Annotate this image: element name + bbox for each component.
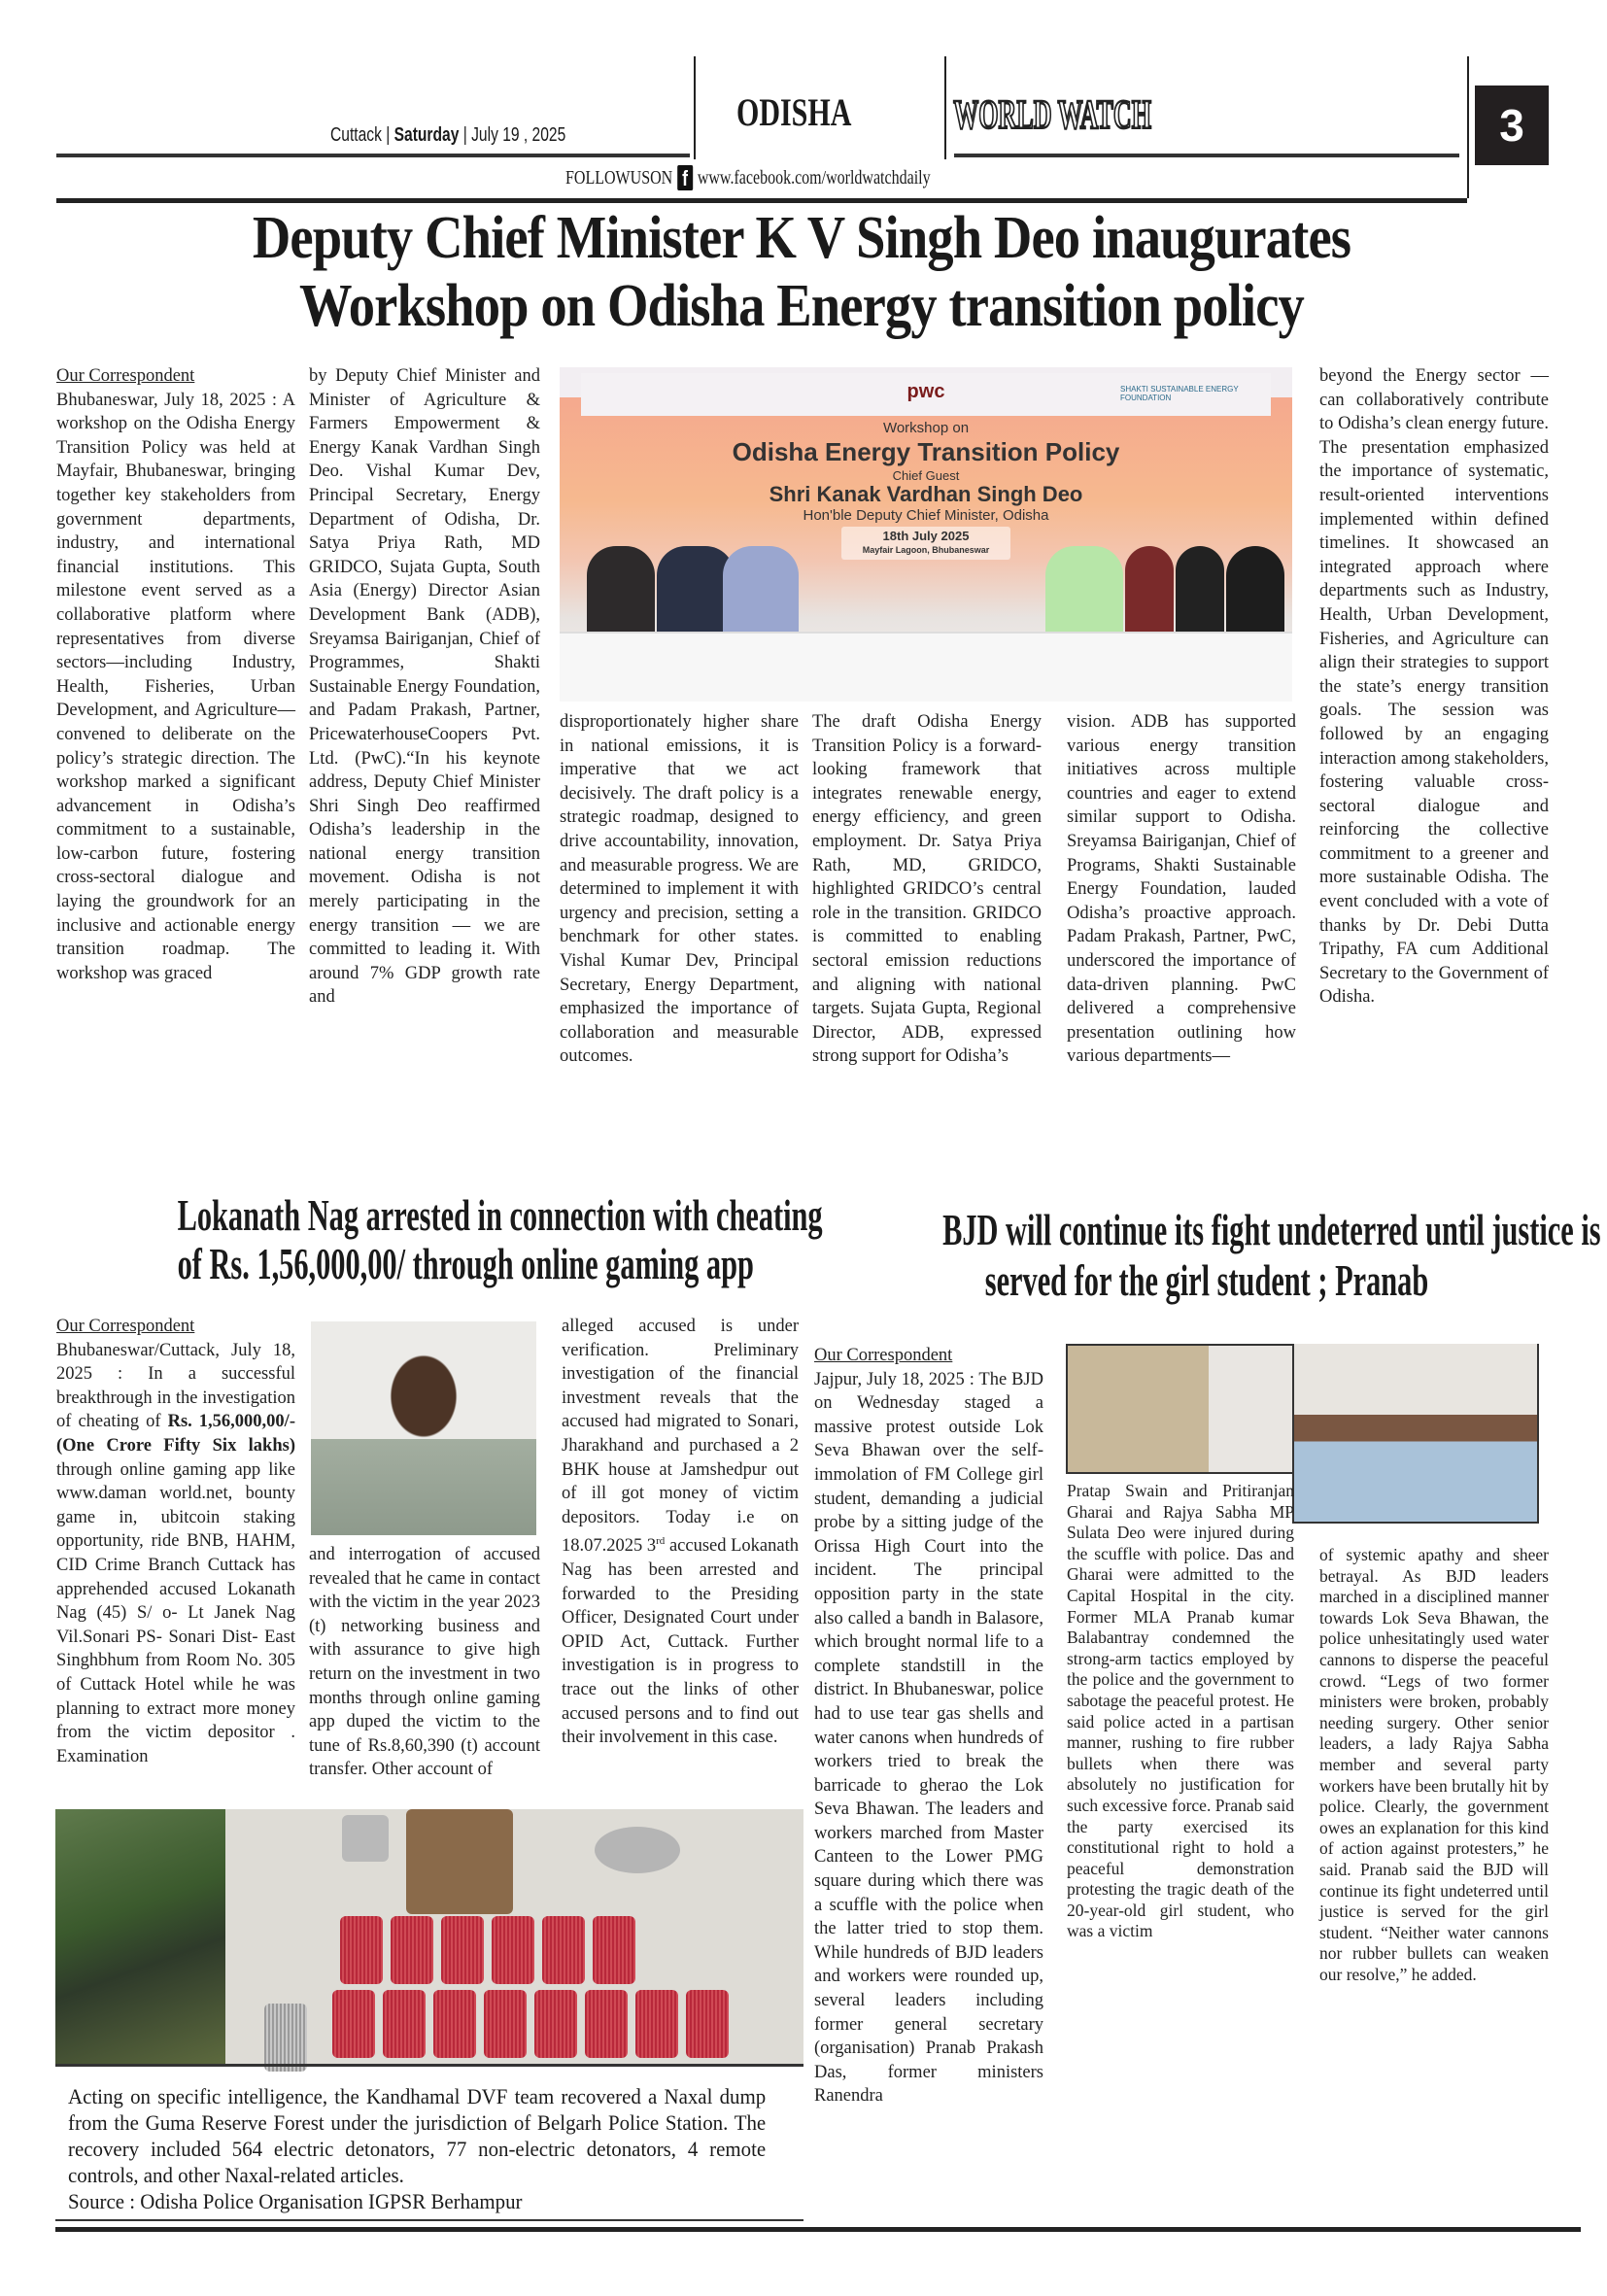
chair bbox=[1125, 546, 1174, 634]
lead-headline-line2: Workshop on Odisha Energy transition policy bbox=[299, 273, 1304, 339]
lead-column-1 bbox=[56, 364, 295, 985]
banner-title-small: Workshop on bbox=[882, 420, 970, 436]
lead-body-4: The draft Odisha Energy Transition Policy is a forward-looking framework that integrates renewable energy, energy efficiency, and green employment. Dr. Satya Priya Rath, MD, GRIDCO, highlighted GRIDCO’s central role in the transition. GRIDCO is committed to enabling sectoral emission reductions and aligning with national targets. Sujata Gupta, Regional Director, ADB, expressed strong support for Odisha’s bbox=[812, 712, 1042, 1067]
newspaper-logo bbox=[952, 86, 1151, 155]
caption-source: Source : Odisha Police Organisation IGPSR Berhampur bbox=[68, 2189, 523, 2213]
person-figure bbox=[1045, 546, 1123, 634]
detonator-bundle bbox=[635, 1990, 678, 2058]
detonator-bundle bbox=[391, 1916, 433, 1984]
bjd-column-2 bbox=[1067, 1481, 1294, 1942]
naxal-forest-photo bbox=[55, 1809, 225, 2064]
bjd-headline-line1: BJD will continue its fight undeterred until justice is bbox=[942, 1205, 1601, 1254]
bottom-rule bbox=[55, 2219, 804, 2221]
pwc-logo: pwc bbox=[906, 381, 945, 402]
bjd-headline bbox=[806, 1205, 1607, 1306]
masthead-rule bbox=[56, 154, 690, 157]
person-figure bbox=[1226, 546, 1284, 634]
arrest-column-2 bbox=[309, 1543, 540, 1782]
arrest-amount: Rs. 1,56,000,00/- (One Crore Fifty Six lakhs) bbox=[56, 1412, 295, 1456]
follow-us-line bbox=[565, 165, 931, 190]
non-electric-detonator-bundle bbox=[264, 2004, 307, 2072]
arrest-body-2: and interrogation of accused revealed that he came in contact with the victim in the year 2023 (t) networking business and with assurance to give high return on the investment in two months through online gaming app duped the victim to the tune of Rs.8,60,390 (t) account transfer. Other account of bbox=[309, 1545, 540, 1780]
detonator-bundle bbox=[492, 1916, 534, 1984]
dateline-place: Cuttack bbox=[330, 124, 382, 146]
arrest-body-1a: Bhubaneswar/Cuttack, July 18, 2025 : In a successful breakthrough in the investigation of cheating of bbox=[56, 1340, 295, 1432]
accused-photo bbox=[311, 1321, 536, 1535]
banner-guest-role: Hon'ble Deputy Chief Minister, Odisha bbox=[803, 507, 1049, 524]
lead-body-3: disproportionately higher share in national emissions, it is imperative that we act decisively. The draft policy is a strategic roadmap, designed to drive accountability, innovation, and measurable progress. We are determined to implement it with urgency and precision, setting a benchmark for other states. Vishal Kumar Dev, Principal Secretary, Energy Department, emphasized the importance of collaboration and measurable outcomes. bbox=[560, 712, 799, 1067]
arrest-body-1b: through online gaming app like www.daman world.net, bounty game in, ubitcoin staking opportunity, ride BNB, HAHM, CID Crime Branch Cuttack has apprehended accused Lokanath Nag (45) S/ o- Lt Janek Nag Vil.Sonari PS- Sonari Dist- East Singhbhum from Room No. 305 of Cuttack Hotel while he was planning to extract more money from the victim depositor . Examination bbox=[56, 1459, 295, 1766]
lead-body-2: by Deputy Chief Minister and Minister of Agriculture & Farmers Empowerment & Energy Kanak Vardhan Singh Deo. Vishal Kumar Dev, Principal Secretary, Energy Department of Odisha, Dr. Satya Priya Rath, MD GRIDCO, Sujata Gupta, South Asia (Energy) Director Asian Development Bank (ADB), Sreyamsa Bairiganjan, Chief of Programmes, Shakti Sustainable Energy Foundation, and Padam Prakash, Partner, PricewaterhouseCoopers Pvt. Ltd. (PwC).“In his keynote address, Deputy Chief Minister Shri Singh Deo reaffirmed Odisha’s leadership in the national energy transition movement. Odisha is not merely participating in the energy transition — we are committed to leading it. With around 7% GDP growth rate and bbox=[309, 366, 540, 1008]
lead-column-2 bbox=[309, 364, 540, 1010]
bjd-column-3 bbox=[1319, 1545, 1549, 1985]
detonator-bundle bbox=[534, 1990, 577, 2058]
byline: Our Correspondent bbox=[56, 366, 195, 386]
dateline-date: July 19 , 2025 bbox=[471, 124, 566, 146]
lead-body-6: beyond the Energy sector — can collaboratively contribute to Odisha’s clean energy future. The presentation emphasized the importance of systematic, result-oriented interventions implemented within defined timelines. It showcased an integrated approach where departments such as Industry, Health, Urban Development, Fisheries, and Agriculture can align their strategies to support the state’s energy transition goals. The session was followed by an engaging interaction among stakeholders, fostering valuable cross-sectoral dialogue and reinforcing the collective commitment to a greener and more sustainable Odisha. The event concluded with a vote of thanks by Dr. Debi Dutta Tripathy, FA cum Additional Secretary to the Government of Odisha. bbox=[1319, 366, 1549, 1008]
detonator-bundle bbox=[340, 1916, 383, 1984]
photo-border bbox=[55, 2064, 804, 2067]
bjd-body-1: Jajpur, July 18, 2025 : The BJD on Wednesday staged a massive protest outside Lok Seva Bhawan over the self-immolation of FM College girl student, demanding a judicial probe by a sitting judge of the Orissa High Court into the incident. The principal opposition party in the state also called a bandh in Balasore, which brought normal life to a complete standstill in the district. In Bhubaneswar, police had to use tear gas shells and water canons when hundreds of workers tried to break the barricade to gherao the Lok Seva Bhawan. The leaders and workers marched from Master Canteen to the Lower PMG square during which there was a scuffle with the police when the latter tried to stop them. While hundreds of BJD leaders and workers were rounded up, several leaders including former general secretary (organisation) Pranab Prakash Das, former ministers Ranendra bbox=[814, 1369, 1043, 2107]
banner-title: Odisha Energy Transition Policy bbox=[732, 437, 1120, 466]
arrest-column-3 bbox=[562, 1315, 799, 1750]
caption-text: Acting on specific intelligence, the Kandhamal DVF team recovered a Naxal dump from the Guma Reserve Forest under the jurisdiction of Belgarh Police Station. The recovery included 564 electric detonators, 77 non-electric detonators, 4 remote controls, and other Naxal-related articles. bbox=[68, 2084, 767, 2187]
byline: Our Correspondent bbox=[814, 1346, 953, 1365]
detonator-bundle bbox=[383, 1990, 426, 2058]
stage-table bbox=[560, 632, 1292, 702]
bjd-column-1 bbox=[814, 1344, 1043, 2108]
arrest-column-1 bbox=[56, 1315, 295, 1768]
detonator-bundle bbox=[332, 1990, 375, 2058]
drum bbox=[406, 1809, 513, 1914]
steel-pot bbox=[342, 1815, 389, 1862]
logo-text: WORLD WATCH bbox=[953, 91, 1151, 138]
workshop-photo bbox=[560, 367, 1292, 702]
detonator-bundle bbox=[585, 1990, 628, 2058]
detonator-bundle bbox=[542, 1916, 585, 1984]
masthead-rule bbox=[954, 154, 1459, 157]
lead-column-3 bbox=[560, 710, 799, 1069]
arrest-headline-line2: of Rs. 1,56,000,00/ through online gaming app bbox=[177, 1239, 754, 1288]
person-figure bbox=[723, 546, 799, 634]
bjd-body-3: of systemic apathy and sheer betrayal. As BJD leaders marched in a disciplined manner towards Lok Seva Bhawan, the police unhesitatingly used water cannons to disperse the peaceful crowd. “Legs of two former ministers were broken, probably needing surgery. Other senior leaders, a lady Rajya Sabha member and several party workers have been brutally hit by police. Clearly, the government owes an explanation for this kind of action against protesters,” he said. Pranab said the BJD will continue its fight undeterred until justice is served for the girl student. “Neither water cannons nor rubber bullets can weaken our resolve,” he added. bbox=[1319, 1545, 1549, 1984]
plate bbox=[595, 1827, 680, 1873]
detonator-bundle bbox=[441, 1916, 484, 1984]
arrest-headline bbox=[49, 1190, 823, 1288]
lead-headline-line1: Deputy Chief Minister K V Singh Deo inaugurates bbox=[252, 205, 1351, 271]
person-figure bbox=[1176, 546, 1224, 634]
lead-column-5 bbox=[1067, 710, 1296, 1069]
superscript: rd bbox=[656, 1535, 666, 1548]
dateline-day: Saturday bbox=[393, 124, 460, 146]
page-bottom-rule bbox=[55, 2227, 1581, 2232]
byline: Our Correspondent bbox=[56, 1317, 195, 1336]
masthead-divider bbox=[694, 56, 696, 159]
banner-guest: Shri Kanak Vardhan Singh Deo bbox=[769, 482, 1083, 506]
naxal-caption bbox=[68, 2083, 766, 2214]
banner-guest-label: Chief Guest bbox=[892, 468, 960, 483]
section-title: ODISHA bbox=[736, 90, 852, 134]
page-number-badge: 3 bbox=[1475, 86, 1549, 165]
banner-venue: Mayfair Lagoon, Bhubaneswar bbox=[862, 545, 990, 555]
banner-logos bbox=[581, 373, 1271, 416]
detonator-bundle bbox=[433, 1990, 476, 2058]
arrest-body-3b: accused Lokanath Nag has been arrested and forwarded to the Presiding Officer, Designated Court under OPID Act, Cuttack. Further investigation is in progress to trace out the links of other accused persons and to find out their involvement in this case. bbox=[562, 1536, 799, 1748]
naxal-seized-items-photo bbox=[225, 1809, 804, 2064]
arrest-body-3a: alleged accused is under verification. Preliminary investigation of the financial investment reveals that the accused had migrated to Sonari, Jharakhand and purchased a 2 BHK house at Jamshedpur out of ill got money of victim depositors. Today i.e on 18.07.2025 3 bbox=[562, 1317, 799, 1557]
lead-body-5: vision. ADB has supported various energy transition initiatives across multiple countries and eager to extend similar support to Odisha. Sreyamsa Bairiganjan, Chief of Programs, Shakti Sustainable Energy Foundation, lauded Odisha’s proactive approach. Padam Prakash, Partner, PwC, underscored the importance of data-driven planning. PwC delivered a comprehensive presentation outlining how various departments— bbox=[1067, 712, 1296, 1067]
detonator-bundle bbox=[686, 1990, 729, 2058]
masthead-dateline: Cuttack | Saturday | July 19 , 2025 bbox=[330, 124, 566, 146]
bjd-headline-line2: served for the girl student ; Pranab bbox=[984, 1255, 1429, 1305]
person-figure bbox=[587, 546, 655, 634]
facebook-icon[interactable]: f bbox=[677, 165, 693, 190]
hospital-photo-patient bbox=[1292, 1344, 1539, 1524]
lead-headline bbox=[49, 204, 1555, 340]
detonator-bundle bbox=[484, 1990, 527, 2058]
facebook-link[interactable]: www.facebook.com/worldwatchdaily bbox=[697, 166, 931, 188]
lead-column-6 bbox=[1319, 364, 1549, 1010]
detonator-bundle bbox=[593, 1916, 635, 1984]
bjd-body-2: Pratap Swain and Pritiranjan Gharai and Rajya Sabha MP Sulata Deo were injured during the scuffle with police. Das and Gharai were admitted to the Capital Hospital in the city. Former MLA Pranab kumar Balabantray condemned the strong-arm tactics employed by the police and the government to sabotage the peaceful protest. He said police acted in a partisan manner, rushing to fire rubber bullets when there was absolutely no justification for such excessive force. Pranab said the party exercised its constitutional right to hold a peaceful demonstration protesting the tragic death of the 20-year-old girl student, who was a victim bbox=[1067, 1481, 1294, 1941]
arrest-headline-line1: Lokanath Nag arrested in connection with cheating bbox=[177, 1190, 823, 1240]
lead-body-1: Bhubaneswar, July 18, 2025 : A workshop on the Odisha Energy Transition Policy was held at Mayfair, Bhubaneswar, bringing together key stakeholders from government departments, industry, and international financial institutions. This milestone event served as a collaborative platform where representatives from diverse sectors—including Industry, Health, Fisheries, Urban Development, and Agriculture—convened to deliberate on the policy’s strategic direction. The workshop marked a significant advancement in Odisha’s commitment to a sustainable, low-carbon future, fostering cross-sectoral dialogue and laying the groundwork for an inclusive and actionable energy transition roadmap. The workshop was graced bbox=[56, 390, 295, 983]
lead-column-4 bbox=[812, 710, 1042, 1069]
banner-date: 18th July 2025 bbox=[882, 529, 970, 543]
shakti-logo: SHAKTI SUSTAINABLE ENERGY FOUNDATION bbox=[1120, 385, 1239, 402]
follow-label: FOLLOWUSON bbox=[565, 166, 673, 188]
masthead-divider bbox=[1467, 56, 1469, 198]
headline-rule bbox=[56, 198, 1467, 203]
masthead-divider bbox=[944, 56, 946, 159]
